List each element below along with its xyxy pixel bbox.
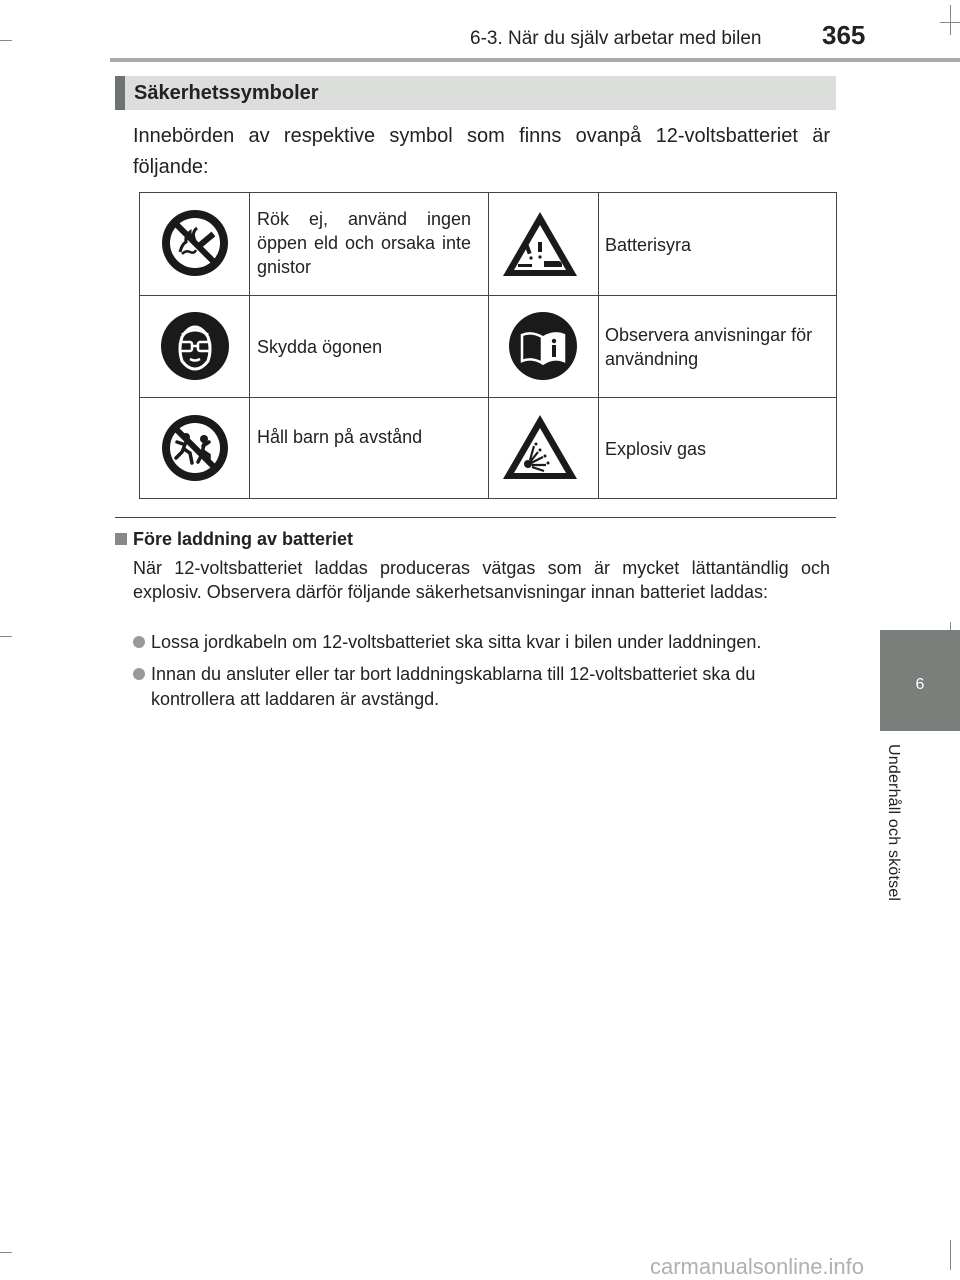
watermark: carmanualsonline.info	[650, 1254, 865, 1279]
charging-body-paragraph: När 12-voltsbatteriet laddas produceras vätgas som är mycket lättantändlig och explosiv. Observera därför följande säkerhetsanvisningar innan batteriet laddas:	[133, 558, 830, 602]
eye-protection-icon	[160, 311, 230, 386]
chapter-title: Underhåll och skötsel	[885, 744, 902, 902]
crop-mark	[0, 636, 12, 637]
table-divider	[598, 193, 599, 498]
table-divider	[488, 193, 489, 498]
keep-children-away-icon	[160, 413, 230, 488]
no-smoking-icon	[160, 208, 230, 283]
symbol-label-no-smoking: Rök ej, använd ingen öppen eld och orsaka inte gnistor	[257, 209, 471, 277]
crop-mark	[0, 40, 12, 41]
subsection-heading	[115, 529, 353, 550]
explosive-warning-icon	[500, 412, 580, 487]
symbol-label-eye-protection: Skydda ögonen	[257, 337, 383, 357]
table-divider	[140, 295, 836, 296]
corrosive-warning-icon	[500, 209, 580, 284]
symbol-label-battery-acid: Batterisyra	[605, 235, 692, 255]
read-manual-icon	[508, 311, 578, 386]
round-bullet-icon	[133, 636, 145, 648]
square-bullet-icon	[115, 533, 127, 545]
running-header: 6-3. När du själv arbetar med bilen	[470, 28, 762, 49]
header-rule	[110, 58, 960, 62]
symbol-label-read-manual: Observera anvisningar för användning	[605, 325, 813, 369]
crop-mark	[950, 1240, 951, 1270]
list-item-text: Innan du ansluter eller tar bort laddningskablarna till 12-voltsbatteriet ska du kontrollera att laddaren är avstängd.	[151, 664, 756, 709]
crop-mark	[0, 1252, 12, 1253]
symbol-label-keep-children-away: Håll barn på avstånd	[257, 427, 423, 447]
chapter-tab	[880, 630, 960, 731]
safety-symbol-table	[139, 192, 837, 499]
crop-mark	[950, 5, 951, 35]
section-heading-bar	[115, 76, 836, 110]
section-divider	[115, 517, 836, 518]
subsection-heading-text: Före laddning av batteriet	[133, 529, 354, 549]
intro-paragraph: Innebörden av respektive symbol som finns ovanpå 12-voltsbatteriet är följande:	[133, 125, 830, 178]
round-bullet-icon	[133, 668, 145, 680]
table-divider	[249, 193, 250, 498]
list-item	[133, 662, 833, 712]
table-divider	[140, 397, 836, 398]
list-item	[133, 630, 833, 655]
section-title: Säkerhetssymboler	[134, 82, 319, 104]
list-item-text: Lossa jordkabeln om 12-voltsbatteriet ska sitta kvar i bilen under laddningen.	[151, 632, 762, 652]
section-heading-accent	[115, 76, 125, 110]
chapter-number: 6	[915, 676, 925, 693]
page-number: 365	[822, 20, 866, 50]
symbol-label-explosive-gas: Explosiv gas	[605, 439, 707, 459]
